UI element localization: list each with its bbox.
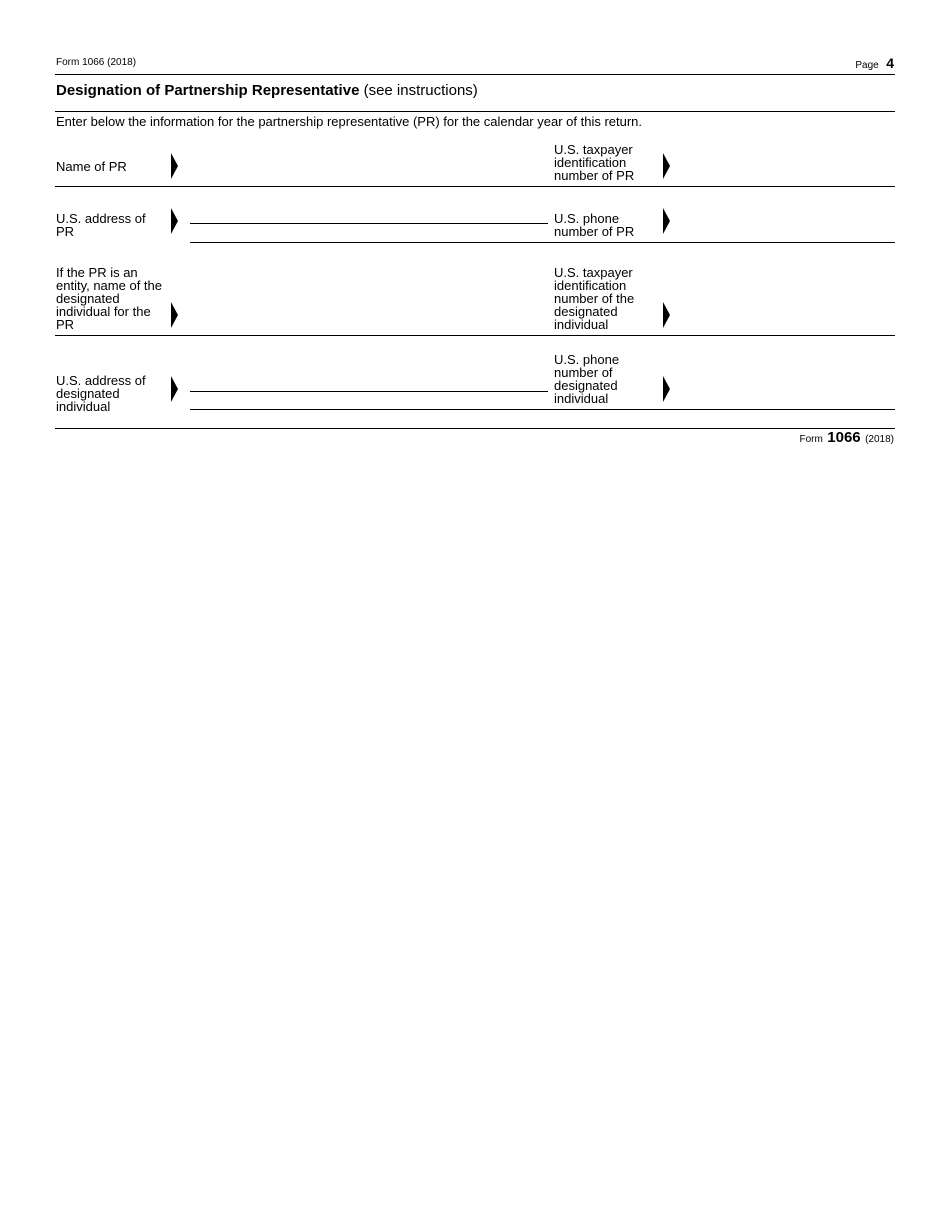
arrow-icon [171,153,178,179]
label-line: number of PR [554,168,635,183]
designated-individual-tin-field[interactable] [677,302,892,330]
arrow-icon [663,376,670,402]
designated-individual-phone-field[interactable] [677,376,892,404]
section-title-note: (see instructions) [363,82,478,99]
label-line: identification [554,278,627,293]
label-line: U.S. taxpayer [554,142,633,157]
section-title [56,82,478,99]
arrow-icon [171,376,178,402]
arrow-icon [663,208,670,234]
pr-address-line2-field[interactable] [190,225,548,241]
label-line: If the PR is an [56,265,138,280]
label-line: individual [56,399,111,414]
label-line: U.S. address of [56,373,146,388]
intro-text: Enter below the information for the partnership representative (PR) for the calendar year of this return. [56,114,643,129]
label-line: individual [554,317,609,332]
row-rule [55,186,895,187]
label-line: U.S. taxpayer [554,265,633,280]
label-line: designated [554,378,618,393]
designated-individual-address-line1-field[interactable] [190,364,548,391]
pr-tin-label [554,143,634,182]
name-of-pr-label [56,160,127,173]
arrow-icon [663,302,670,328]
designated-individual-address-label [56,374,146,413]
designated-individual-tin-label [554,266,634,331]
label-line: individual for the [56,304,151,319]
designated-individual-phone-label [554,353,619,405]
footer-year: (2018) [865,434,894,445]
label-line: identification [554,155,627,170]
section-title-bold: Designation of Partnership Representative [56,82,360,99]
page-label: Page [855,60,879,71]
form-footer [799,429,894,447]
footer-form-word: Form [799,434,823,445]
label-line: entity, name of the [56,278,162,293]
header-rule [55,74,895,75]
label-line: Name of PR [56,159,127,174]
footer-rule [55,428,895,429]
label-line: PR [56,224,75,239]
arrow-icon [171,208,178,234]
designated-individual-address-line2-field[interactable] [190,393,548,408]
label-line: designated [56,291,120,306]
address-underline [190,391,548,392]
pr-address-label [56,212,146,238]
label-line: designated [554,304,618,319]
pr-address-line1-field[interactable] [190,196,548,223]
section-rule [55,111,895,112]
row-rule [190,242,895,243]
arrow-icon [171,302,178,328]
arrow-icon [663,153,670,179]
row-rule [190,409,895,410]
label-line: U.S. phone [554,211,620,226]
label-line: U.S. address of [56,211,146,226]
designated-individual-name-label [56,266,162,331]
pr-phone-label [554,212,634,238]
form-header-left: Form 1066 (2018) [56,57,137,68]
page-number: 4 [886,55,894,71]
pr-tin-field[interactable] [677,153,892,181]
row-rule [55,335,895,336]
label-line: individual [554,391,609,406]
designated-individual-name-field[interactable] [185,302,545,330]
label-line: PR [56,317,75,332]
label-line: number of the [554,291,635,306]
address-underline [190,223,548,224]
label-line: number of [554,365,613,380]
label-line: designated [56,386,120,401]
label-line: number of PR [554,224,635,239]
footer-form-number: 1066 [827,429,861,446]
pr-name-field[interactable] [185,153,545,181]
pr-phone-field[interactable] [677,208,892,236]
page-indicator [855,55,894,73]
label-line: U.S. phone [554,352,620,367]
